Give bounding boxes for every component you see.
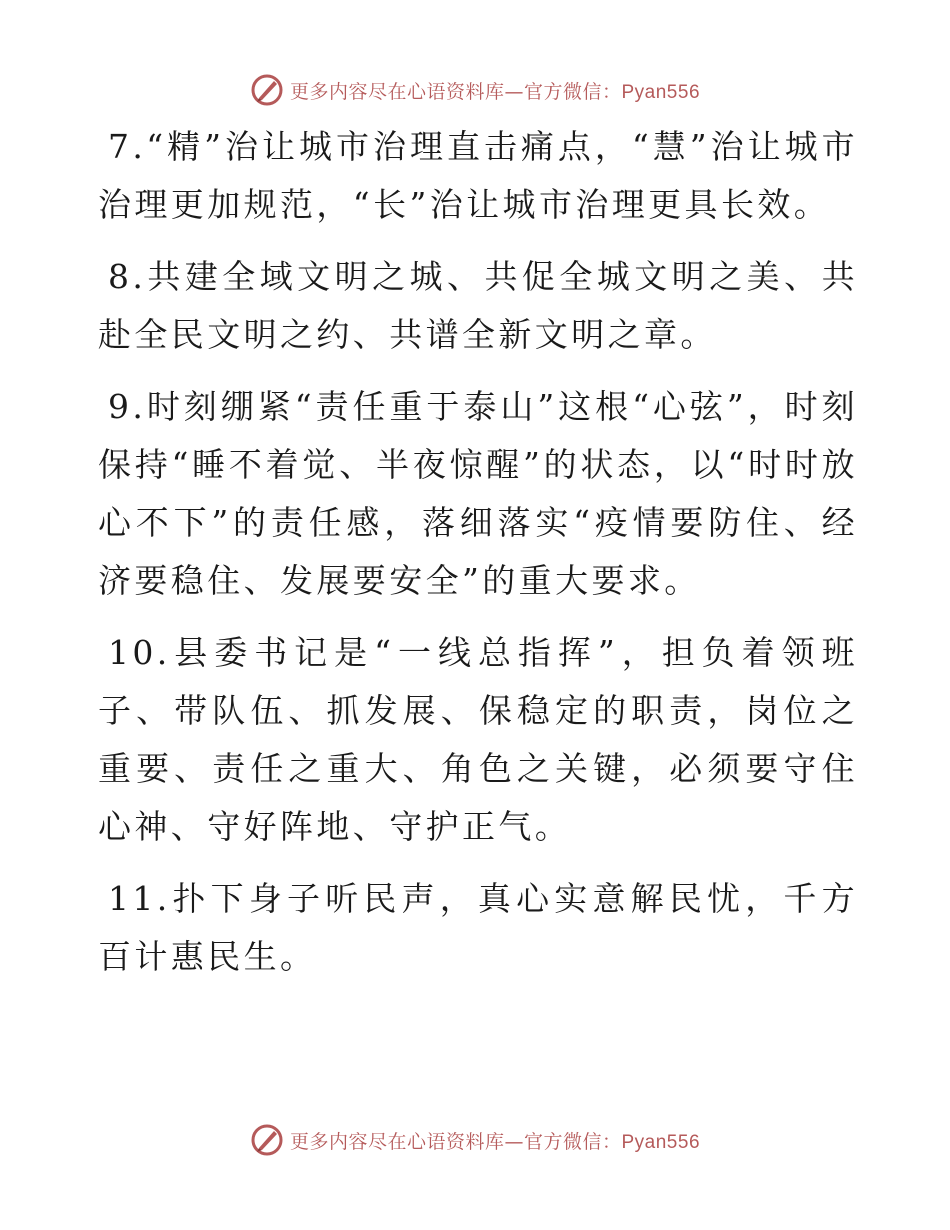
footer-banner [0, 1120, 950, 1160]
document-body [98, 118, 858, 1000]
paragraph-9: 9.时刻绷紧“责任重于泰山”这根“心弦”，时刻保持“睡不着觉、半夜惊醒”的状态，以“时时放心不下”的责任感，落细落实“疫情要防住、经济要稳住、发展要安全”的重大要求。 [98, 387, 858, 600]
paragraph-10: 10.县委书记是“一线总指挥”，担负着领班子、带队伍、抓发展、保稳定的职责，岗位之重要、责任之重大、角色之关键，必须要守住心神、守好阵地、守护正气。 [98, 633, 858, 846]
header-banner [0, 70, 950, 110]
footer-banner-text: 更多内容尽在心语资料库—官方微信：Pyan556 [289, 1130, 701, 1153]
paragraph-7: 7.“精”治让城市治理直击痛点，“慧”治让城市治理更加规范，“长”治让城市治理更具长效。 [98, 127, 858, 224]
quill-logo-icon [250, 1123, 284, 1157]
header-banner-text: 更多内容尽在心语资料库—官方微信：Pyan556 [289, 80, 701, 103]
paragraph-11: 11.扑下身子听民声，真心实意解民忧，千方百计惠民生。 [98, 879, 858, 976]
quill-logo-icon [250, 73, 284, 107]
paragraph-8: 8.共建全域文明之城、共促全城文明之美、共赴全民文明之约、共谱全新文明之章。 [98, 257, 858, 354]
